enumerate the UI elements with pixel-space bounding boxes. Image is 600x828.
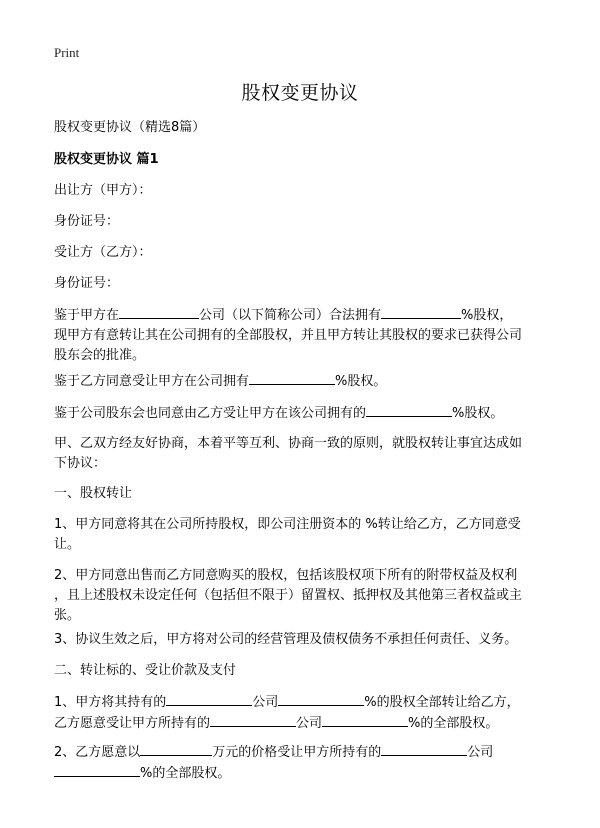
text: 鉴于公司股东会也同意由乙方受让甲方在该公司拥有的 — [54, 406, 367, 421]
blank-line — [119, 305, 199, 319]
intro-line-1: 甲、乙双方经友好协商，本着平等互利、协商一致的原则，就股权转让事宜达成如 — [54, 436, 523, 451]
clause-2-1-line-1 — [54, 692, 554, 713]
recital-paragraph-3 — [54, 403, 554, 424]
text: %的全部股权。 — [140, 766, 231, 781]
recital-1-line-1 — [54, 305, 554, 326]
section-2-heading: 二、转让标的、受让价款及支付 — [54, 663, 237, 678]
id-number-line-2: 身份证号： — [54, 276, 120, 291]
blank-line — [210, 713, 296, 727]
intro-line-2: 下协议： — [54, 456, 107, 471]
clause-1-2-line-3: 张。 — [54, 608, 81, 623]
text: 乙方愿意受让甲方所持有的 — [54, 716, 211, 731]
blank-line — [140, 742, 212, 756]
recital-paragraph-1 — [54, 305, 554, 366]
text: %的全部股权。 — [408, 716, 499, 731]
blank-line — [249, 371, 335, 385]
text: 鉴于甲方在 — [54, 308, 120, 323]
recital-1-line-2: 现甲方有意转让其在公司拥有的全部股权，并且甲方转让其股权的要求已获得公司 — [54, 328, 523, 343]
clause-1-1 — [54, 515, 554, 555]
section-heading: 股权变更协议 篇1 — [54, 152, 159, 167]
clause-1-1-line-1: 1、甲方同意将其在公司所持股权，即公司注册资本的 %转让给乙方，乙方同意受 — [54, 517, 521, 532]
document-subtitle: 股权变更协议（精选8篇） — [54, 120, 206, 135]
clause-1-2-line-1: 2、甲方同意出售而乙方同意购买的股权，包括该股权项下所有的附带权益及权利 — [54, 568, 518, 583]
text: %股权。 — [335, 374, 387, 389]
text: 鉴于乙方同意受让甲方在公司拥有 — [54, 374, 250, 389]
text: 万元的价格受让甲方所持有的 — [212, 745, 382, 760]
clause-2-1 — [54, 692, 554, 734]
blank-line — [278, 692, 364, 706]
document-title: 股权变更协议 — [241, 82, 359, 104]
text: 1、甲方将其持有的 — [54, 695, 167, 710]
blank-line — [322, 713, 408, 727]
clause-1-2 — [54, 566, 554, 626]
text: %的股权全部转让给乙方， — [364, 695, 520, 710]
blank-line — [54, 763, 140, 777]
text: %股权， — [461, 308, 513, 323]
text: 公司（以下简称公司）合法拥有 — [199, 308, 382, 323]
blank-line — [381, 742, 467, 756]
agreement-intro — [54, 434, 554, 474]
text: %股权。 — [452, 406, 504, 421]
print-label[interactable]: Print — [54, 45, 80, 60]
id-number-line-1: 身份证号： — [54, 214, 120, 229]
transferee-line: 受让方（乙方）： — [54, 245, 152, 260]
recital-1-line-3: 股东会的批准。 — [54, 348, 146, 363]
recital-paragraph-2 — [54, 371, 554, 392]
text: 公司 — [467, 745, 494, 760]
clause-2-2-line-1 — [54, 742, 554, 763]
text: 2、乙方愿意以 — [54, 745, 141, 760]
blank-line — [166, 692, 252, 706]
text: 公司 — [296, 716, 323, 731]
section-1-heading: 一、股权转让 — [54, 486, 133, 501]
blank-line — [366, 403, 452, 417]
blank-line — [381, 305, 461, 319]
text: 公司 — [252, 695, 279, 710]
clause-2-1-line-2 — [54, 713, 554, 734]
clause-2-2 — [54, 742, 554, 784]
clause-1-1-line-2: 让。 — [54, 537, 81, 552]
clause-1-2-line-2: ，且上述股权未设定任何（包括但不限于）留置权、抵押权及其他第三者权益或主 — [54, 588, 523, 603]
transferor-line: 出让方（甲方）： — [54, 183, 152, 198]
clause-1-3: 3、协议生效之后，甲方将对公司的经营管理及债权债务不承担任何责任、义务。 — [54, 632, 518, 647]
clause-2-2-line-2 — [54, 763, 554, 784]
